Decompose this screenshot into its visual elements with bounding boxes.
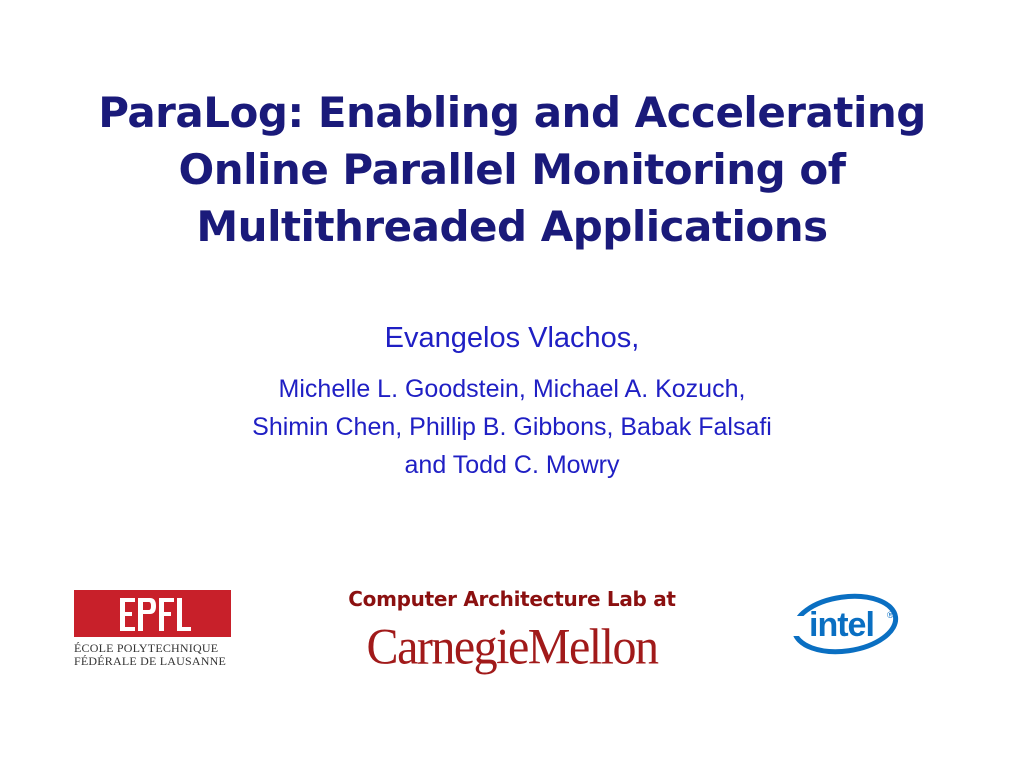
title-line: ParaLog: Enabling and Accelerating xyxy=(98,88,926,137)
coauthor-line: Michelle L. Goodstein, Michael A. Kozuch, xyxy=(278,375,746,403)
coauthor-line: Shimin Chen, Phillip B. Gibbons, Babak Falsafi xyxy=(252,413,772,441)
epfl-name-line: FÉDÉRALE DE LAUSANNE xyxy=(74,654,226,668)
title-line: Online Parallel Monitoring of xyxy=(178,145,846,194)
epfl-name-line: ÉCOLE POLYTECHNIQUE xyxy=(74,641,219,655)
coauthor-line: and Todd C. Mowry xyxy=(404,451,620,479)
coauthor-list xyxy=(0,370,1024,484)
carnegie-mellon-logo: CarnegieMellon xyxy=(366,619,658,676)
lab-caption: Computer Architecture Lab at xyxy=(348,587,676,611)
presenter-name: Evangelos Vlachos, xyxy=(384,322,640,354)
intel-wordmark: intel xyxy=(809,606,874,644)
intel-registered: ® xyxy=(887,610,894,620)
intel-logo-icon xyxy=(790,588,905,658)
title-line: Multithreaded Applications xyxy=(196,202,828,251)
slide-title xyxy=(20,84,1004,255)
